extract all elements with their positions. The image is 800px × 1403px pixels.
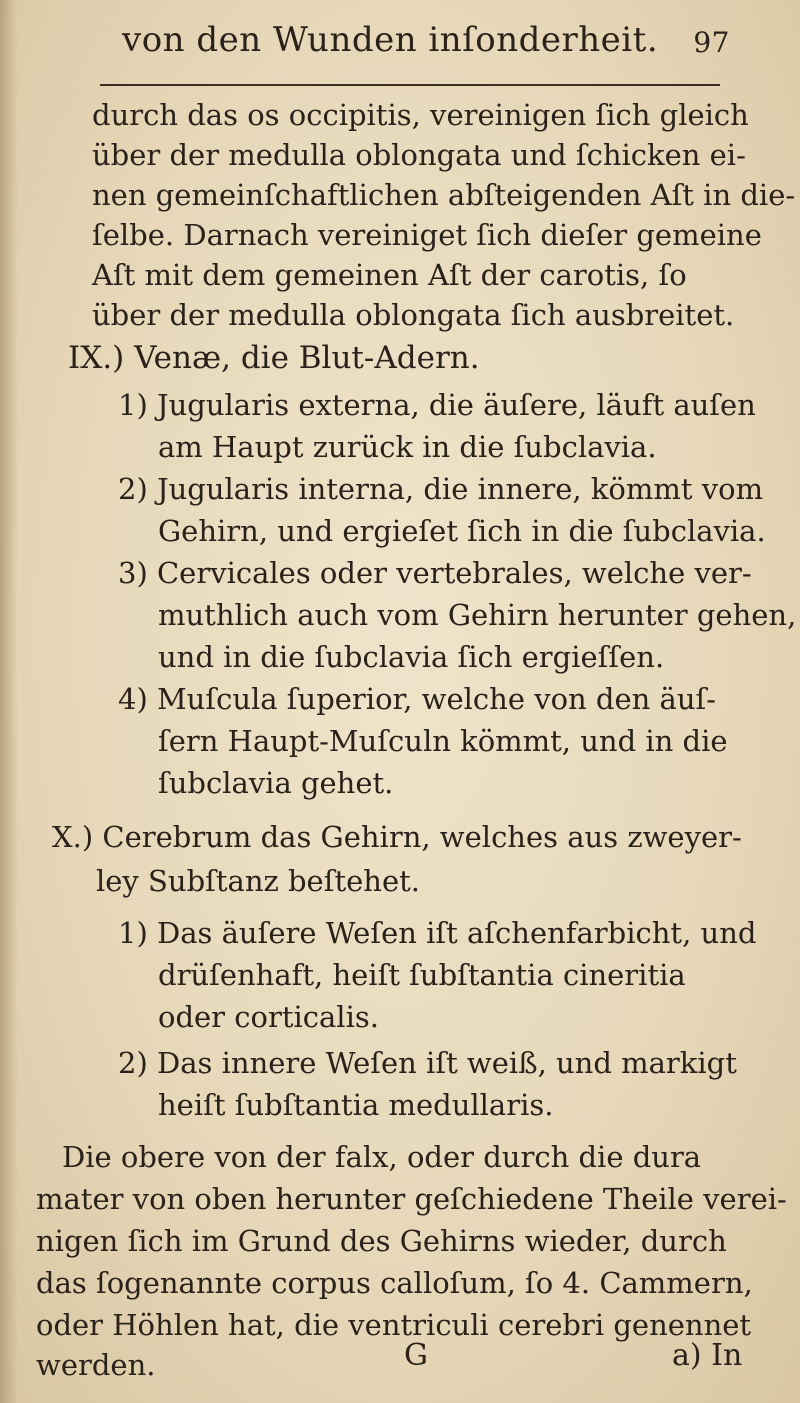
text-line: über der medulla oblongata ſich ausbreitet. bbox=[92, 298, 735, 332]
text-line: 4) Muſcula ſuperior, welche von den äuſ- bbox=[118, 682, 717, 716]
text-line: heiſt ſubſtantia medullaris. bbox=[158, 1088, 554, 1122]
text-line: 2) Das innere Weſen iſt weiß, und markigt bbox=[118, 1046, 737, 1080]
text-line: werden. bbox=[36, 1348, 156, 1382]
page-edge-shadow bbox=[0, 0, 18, 1403]
text-line: über der medulla oblongata und ſchicken ei- bbox=[92, 138, 746, 172]
text-line: das ſogenannte corpus calloſum, ſo 4. Cammern, bbox=[36, 1266, 753, 1300]
section-heading-ix: IX.) Venæ, die Blut-Adern. bbox=[68, 340, 480, 376]
text-line: am Haupt zurück in die ſubclavia. bbox=[158, 430, 657, 464]
text-line: Die obere von der falx, oder durch die dura bbox=[62, 1140, 702, 1174]
text-line: ſelbe. Darnach vereiniget ſich dieſer gemeine bbox=[92, 218, 762, 252]
running-head: von den Wunden inſonderheit. bbox=[122, 20, 659, 60]
page-number: 97 bbox=[693, 26, 730, 59]
text-line: durch das os occipitis, vereinigen ſich gleich bbox=[92, 98, 749, 132]
text-line: und in die ſubclavia ſich ergieſſen. bbox=[158, 640, 665, 674]
section-heading-x: X.) Cerebrum das Gehirn, welches aus zweyer- bbox=[52, 820, 742, 854]
text-line: 1) Das äuſere Weſen iſt aſchenfarbicht, und bbox=[118, 916, 757, 950]
text-line: oder corticalis. bbox=[158, 1000, 379, 1034]
header-rule bbox=[100, 84, 720, 86]
page-header bbox=[100, 10, 730, 76]
text-line: nen gemeinſchaftlichen abſteigenden Aſt in die- bbox=[92, 178, 796, 212]
text-line: ſubclavia gehet. bbox=[158, 766, 394, 800]
text-line: ſern Haupt-Muſculn kömmt, und in die bbox=[158, 724, 728, 758]
text-line: oder Höhlen hat, die ventriculi cerebri genennet bbox=[36, 1308, 752, 1342]
catchword: a) In bbox=[672, 1338, 743, 1373]
text-line: 3) Cervicales oder vertebrales, welche ver- bbox=[118, 556, 752, 590]
text-line: mater von oben herunter geſchiedene Theile verei- bbox=[36, 1182, 787, 1216]
text-line: drüſenhaft, heiſt ſubſtantia cineritia bbox=[158, 958, 686, 992]
text-line: muthlich auch vom Gehirn herunter gehen, bbox=[158, 598, 797, 632]
text-line: 2) Jugularis interna, die innere, kömmt vom bbox=[118, 472, 764, 506]
text-line: ley Subſtanz beſtehet. bbox=[96, 864, 420, 898]
text-line: Aſt mit dem gemeinen Aſt der carotis, ſo bbox=[92, 258, 687, 292]
signature-mark: G bbox=[404, 1338, 428, 1373]
text-line: 1) Jugularis externa, die äuſere, läuft auſen bbox=[118, 388, 756, 422]
text-line: nigen ſich im Grund des Gehirns wieder, durch bbox=[36, 1224, 727, 1258]
text-line: Gehirn, und ergieſet ſich in die ſubclavia. bbox=[158, 514, 766, 548]
